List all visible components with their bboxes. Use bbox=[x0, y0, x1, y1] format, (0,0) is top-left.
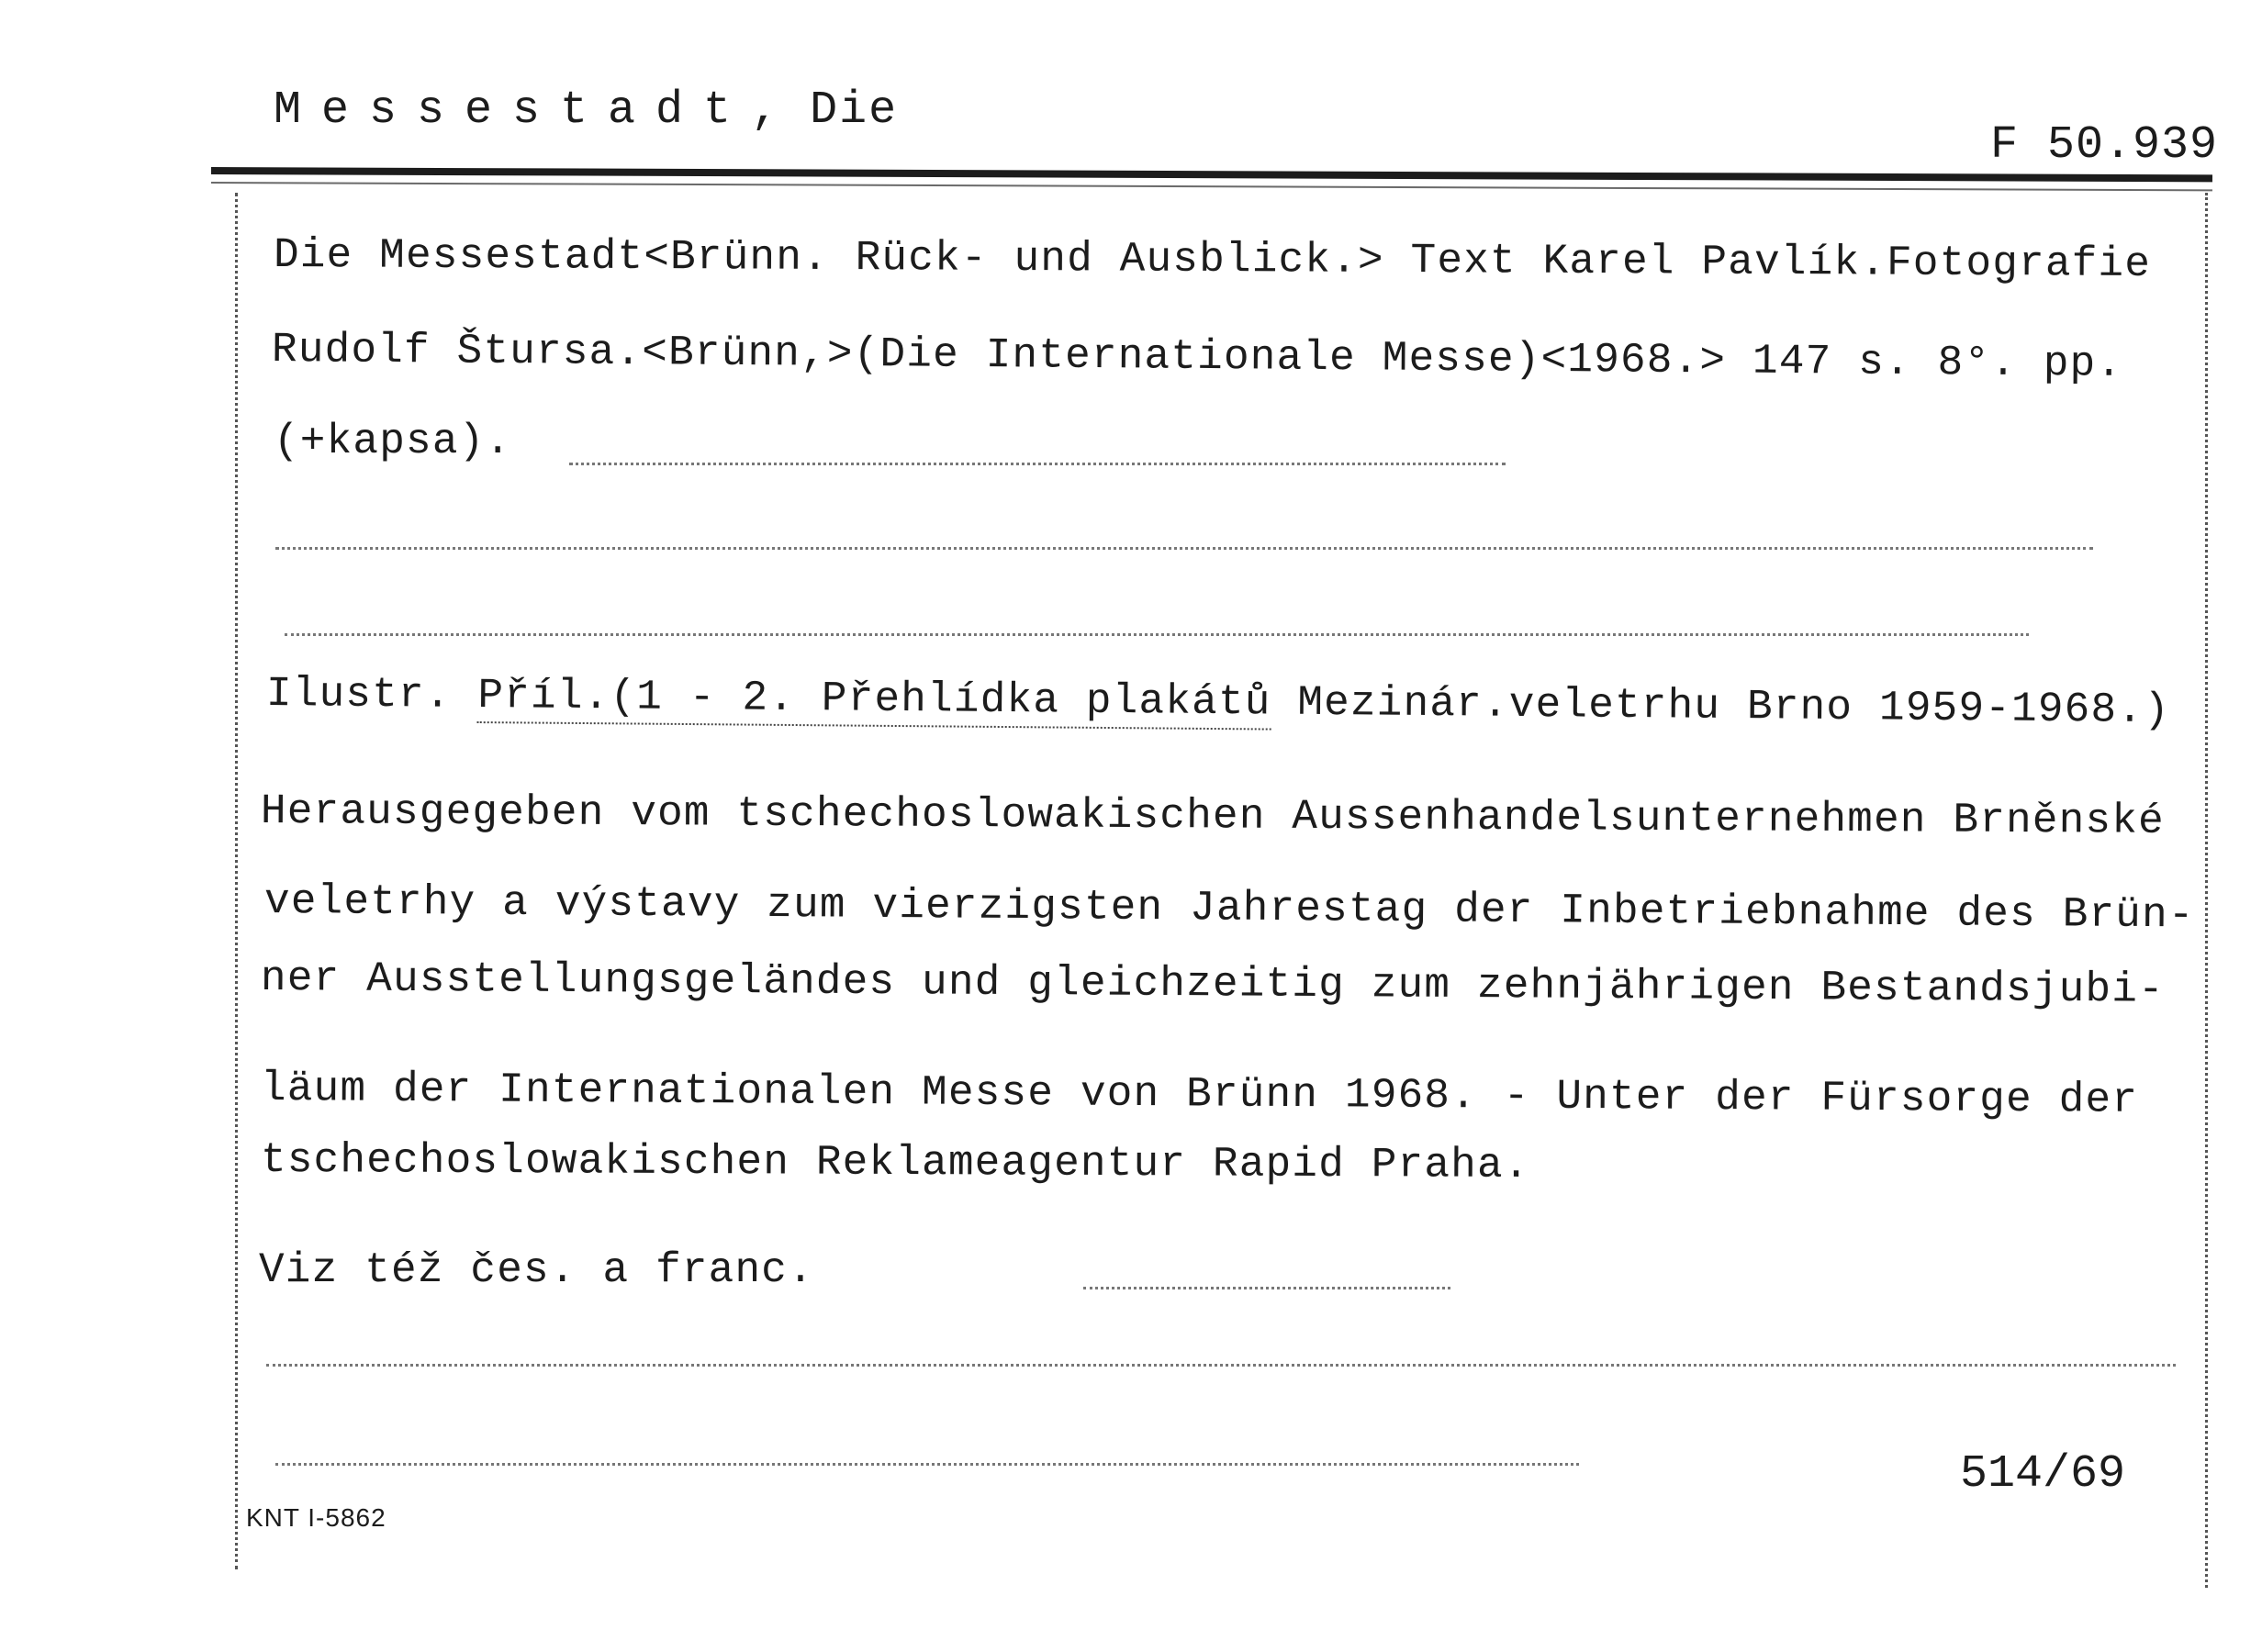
dotted-rule bbox=[275, 1463, 1579, 1466]
notes-line-2: Herausgegeben vom tschechoslowakischen Aussenhandelsunternehmen Brněnské bbox=[260, 787, 2166, 845]
header-rule bbox=[211, 167, 2212, 182]
heading-main: Messestadt bbox=[274, 84, 752, 137]
notes-line-1-underlined: Příl.(1 - 2. Přehlídka plakátů bbox=[477, 672, 1271, 731]
notes-line-4: ner Ausstellungsgeländes und gleichzeitig zum zehnjährigen Bestandsjubi- bbox=[260, 954, 2166, 1014]
catalog-number: 514/69 bbox=[1960, 1448, 2126, 1501]
card-heading bbox=[274, 84, 898, 137]
heading-rest: , Die bbox=[751, 84, 899, 137]
left-margin-line bbox=[235, 193, 238, 1569]
dotted-rule bbox=[266, 1364, 2176, 1367]
notes-line-5: läum der Internationalen Messe von Brünn 1968. - Unter der Fürsorge der bbox=[260, 1065, 2139, 1124]
dotted-rule bbox=[569, 463, 1506, 465]
notes-line-3: veletrhy a výstavy zum vierzigsten Jahrestag der Inbetriebnahme des Brün- bbox=[263, 877, 2195, 940]
notes-line-1-suffix: Mezinár.veletrhu Brno 1959-1968.) bbox=[1271, 678, 2171, 735]
notes-line-7: Viz též čes. a franc. bbox=[259, 1246, 814, 1294]
entry-line-3: (+kapsa). bbox=[274, 418, 512, 465]
entry-line-1: Die Messestadt<Brünn. Rück- und Ausblick.> Text Karel Pavlík.Fotografie bbox=[273, 231, 2152, 288]
form-code: KNT I-5862 bbox=[246, 1503, 386, 1532]
entry-line-2: Rudolf Štursa.<Brünn,>(Die Internationale Messe)<1968.> 147 s. 8°. pp. bbox=[271, 326, 2123, 388]
dotted-rule bbox=[1083, 1287, 1450, 1289]
notes-line-1 bbox=[266, 670, 2170, 734]
right-margin-line bbox=[2205, 193, 2208, 1588]
notes-line-6: tschechoslowakischen Reklameagentur Rapid Praha. bbox=[260, 1136, 1530, 1190]
dotted-rule bbox=[285, 633, 2029, 636]
notes-line-1-prefix: Ilustr. bbox=[265, 670, 478, 720]
dotted-rule bbox=[275, 547, 2093, 550]
call-number: F 50.939 bbox=[1990, 119, 2219, 172]
header-rule-thin bbox=[211, 182, 2212, 191]
